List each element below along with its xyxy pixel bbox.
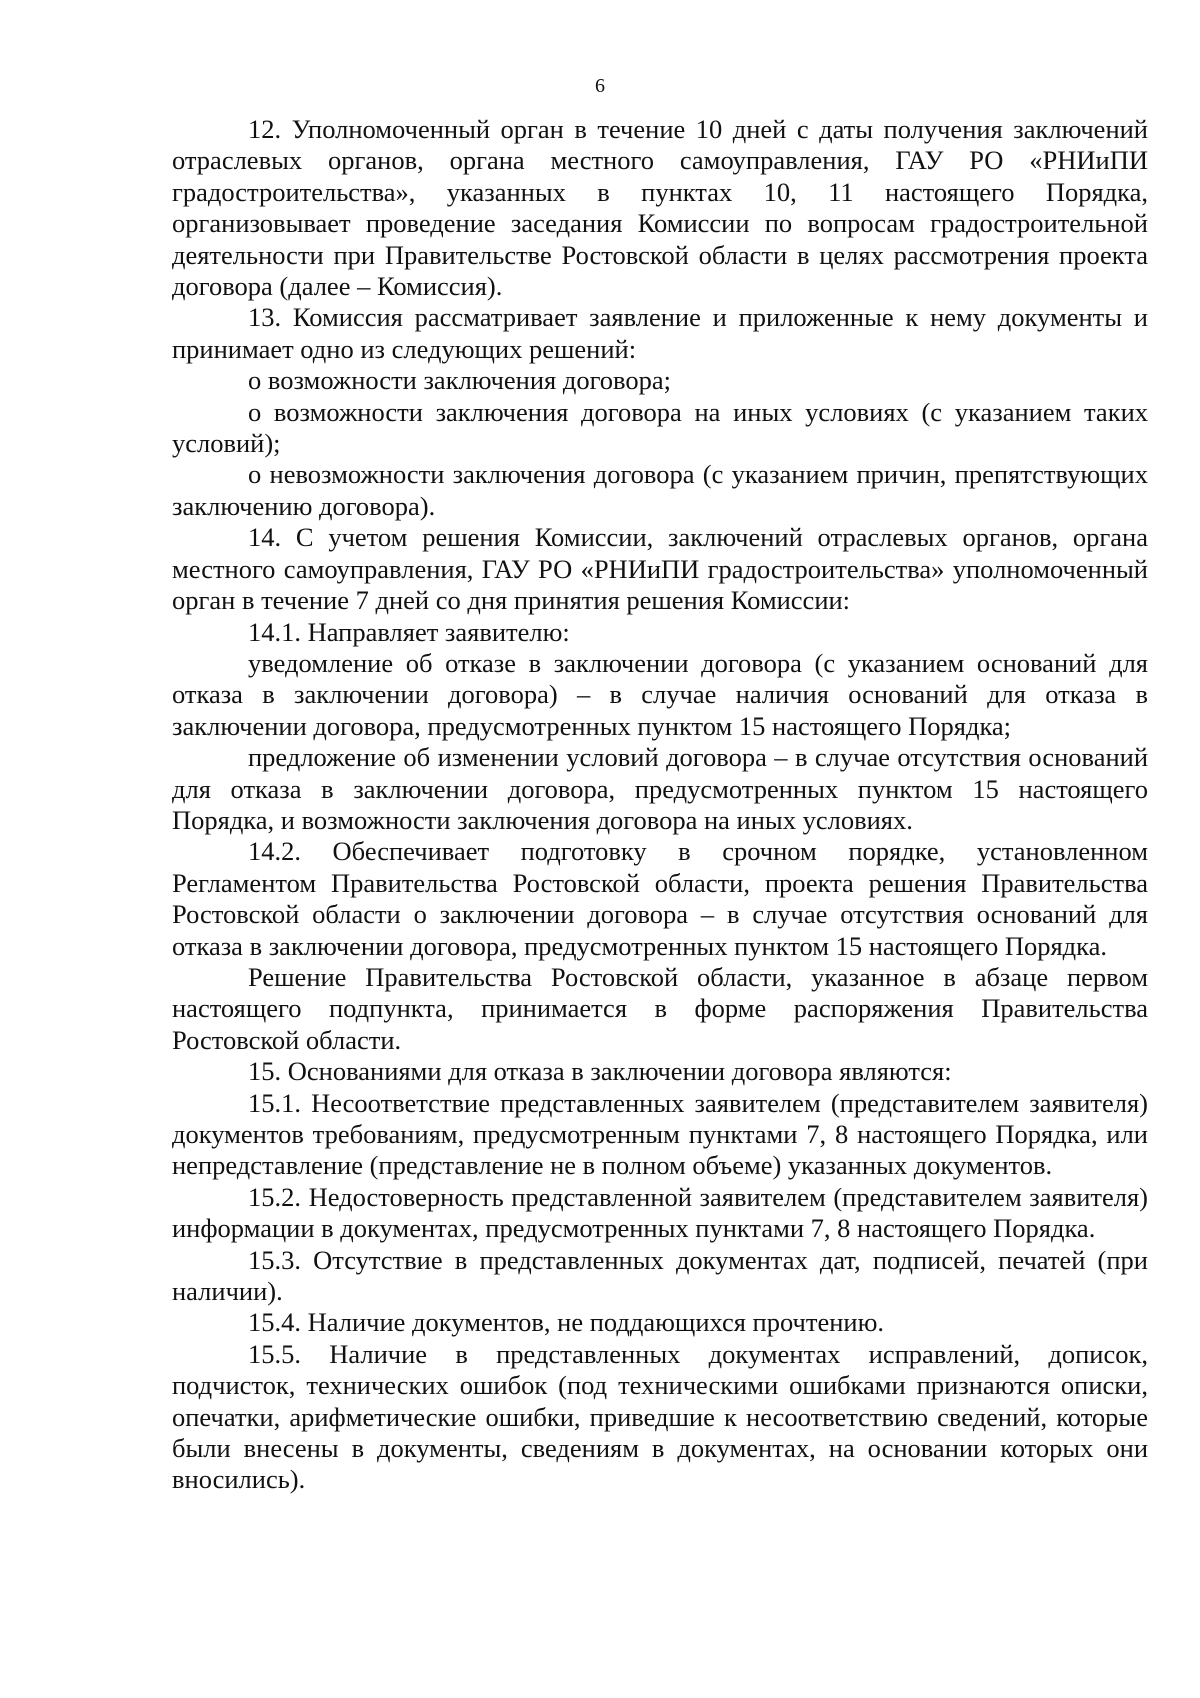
paragraph-15-1: 15.1. Несоответствие представленных заявителем (представителем заявителя) документов требованиям, предусмотренным пунктами 7, 8 настоящего Порядка, или непредставление (представление не в полном объеме) указанных документов.	[172, 1087, 1148, 1181]
paragraph-15-3: 15.3. Отсутствие в представленных документах дат, подписей, печатей (при наличии).	[172, 1244, 1148, 1307]
paragraph-14: 14. С учетом решения Комиссии, заключений отраслевых органов, органа местного самоуправления, ГАУ РО «РНИиПИ градостроительства» уполномоченный орган в течение 7 дней со дня принятия решения Комиссии:	[172, 522, 1148, 616]
page-number: 6	[595, 75, 605, 97]
paragraph-13-option-3: о невозможности заключения договора (с указанием причин, препятствующих заключению договора).	[172, 459, 1148, 521]
paragraph-12: 12. Уполномоченный орган в течение 10 дней с даты получения заключений отраслевых органов, органа местного самоуправления, ГАУ РО «РНИиПИ градостроительства», указанных в пунктах 10, 11 настоящего Порядка, организовывает проведение заседания Комиссии по вопросам градостроительной деятельности при Правительстве Ростовской области в целях рассмотрения проекта договора (далее – Комиссия).	[172, 114, 1148, 302]
paragraph-14-1-proposal: предложение об изменении условий договора – в случае отсутствия оснований для отказа в заключении договора, предусмотренных пунктом 15 настоящего Порядка, и возможности заключения договора на иных условиях.	[172, 742, 1148, 835]
paragraph-15-4: 15.4. Наличие документов, не поддающихся прочтению.	[248, 1307, 885, 1338]
paragraph-14-1-notice: уведомление об отказе в заключении договора (с указанием оснований для отказа в заключении договора) – в случае наличия оснований для отказа в заключении договора, предусмотренных пунктом 15 настоящего Порядка;	[172, 647, 1148, 741]
paragraph-14-1: 14.1. Направляет заявителю:	[248, 616, 570, 647]
paragraph-15-5: 15.5. Наличие в представленных документах исправлений, дописок, подчисток, технических ошибок (под техническими ошибками признаются описки, опечатки, арифметические ошибки, приведшие к несоответствию сведений, которые были внесены в документы, сведениям в документах, на основании которых они вносились).	[172, 1338, 1148, 1495]
paragraph-15: 15. Основаниями для отказа в заключении договора являются:	[248, 1056, 952, 1087]
paragraph-13-option-1: о возможности заключения договора;	[248, 365, 671, 396]
document-body	[172, 114, 1148, 1496]
paragraph-14-2-decision: Решение Правительства Ростовской области, указанное в абзаце первом настоящего подпункта, принимается в форме распоряжения Правительства Ростовской области.	[172, 961, 1148, 1055]
paragraph-14-2: 14.2. Обеспечивает подготовку в срочном порядке, установленном Регламентом Правительства Ростовской области, проекта решения Правительства Ростовской области о заключении договора – в случае отсутствия оснований для отказа в заключении договора, предусмотренных пунктом 15 настоящего Порядка.	[172, 836, 1148, 961]
paragraph-13-option-2: о возможности заключения договора на иных условиях (с указанием таких условий);	[172, 396, 1148, 459]
paragraph-13: 13. Комиссия рассматривает заявление и приложенные к нему документы и принимает одно из следующих решений:	[172, 302, 1148, 364]
paragraph-15-2: 15.2. Недостоверность представленной заявителем (представителем заявителя) информации в документах, предусмотренных пунктами 7, 8 настоящего Порядка.	[172, 1181, 1148, 1244]
